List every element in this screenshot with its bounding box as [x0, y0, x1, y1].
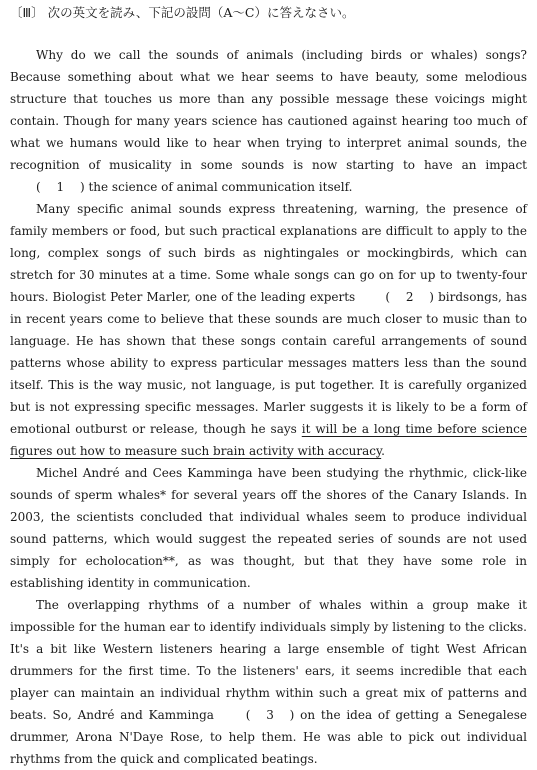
paragraph-text: .	[381, 444, 385, 458]
blank-1: ( 1 )	[36, 180, 85, 194]
blank-3: ( 3 )	[245, 708, 295, 722]
paragraph-text: birdsongs, has in recent years come to believe that these sounds are much closer to music than to language. He has shown that these songs contain careful arrangements of sound patterns whose ability to express particular messages matters less than the sound itself. This is the way music, not language, is put together. It is carefully organized but is not expressing specific messages. Marler suggests it is likely to be a form of emotional outburst or release, though he says	[10, 290, 527, 436]
paragraph-3	[10, 462, 527, 594]
paragraph-text: the science of animal communication itself.	[88, 180, 353, 194]
paragraph-text: The overlapping rhythms of a number of whales within a group make it impossible for the human ear to identify individuals simply by listening to the clicks. It's a bit like Western listeners hearing a large ensemble of tight West African drummers for the first time. To the listeners' ears, it seems incredible that each player can maintain an individual rhythm within such a great mix of patterns and beats. So, André and Kamminga	[10, 598, 527, 722]
question-heading	[10, 2, 527, 26]
underlined-passage: it will be a long time before science figures out how to measure such brain activity with accuracy	[10, 422, 527, 458]
paragraph-2	[10, 198, 527, 462]
paragraph-text: Many specific animal sounds express threatening, warning, the presence of family members or food, but such practical explanations are difficult to apply to the long, complex songs of such birds as nightingales or mockingbirds, which can stretch for 30 minutes at a time. Some whale songs can go on for up to twenty-four hours. Biologist Peter Marler, one of the leading experts	[10, 202, 527, 304]
paragraph-1	[10, 44, 527, 198]
paragraph-text: on the idea of getting a Senegalese drummer, Arona N'Daye Rose, to help them. He was able to pick out individual rhythms from the quick and complicated beatings.	[10, 708, 527, 766]
passage	[10, 44, 527, 770]
paragraph-text: Michel André and Cees Kamminga have been studying the rhythmic, click-like sounds of sperm whales* for several years off the shores of the Canary Islands. In 2003, the scientists concluded that individual whales seem to produce individual sound patterns, which would suggest the repeated series of sounds are not used simply for echolocation**, as was thought, but that they have some role in establishing identity in communication.	[10, 466, 527, 590]
blank-2: ( 2 )	[385, 290, 434, 304]
paragraph-4	[10, 594, 527, 770]
paragraph-text: Why do we call the sounds of animals (including birds or whales) songs? Because something about what we hear seems to have beauty, some melodious structure that touches us more than any possible message these voicings might contain. Though for many years science has cautioned against hearing too much of what we humans would like to hear when trying to interpret animal sounds, the recognition of musicality in some sounds is now starting to have an impact	[10, 48, 527, 172]
instruction-text: 次の英文を読み、下記の設問（A～C）に答えなさい。	[47, 5, 355, 20]
section-number: 〔Ⅲ〕	[10, 5, 44, 20]
